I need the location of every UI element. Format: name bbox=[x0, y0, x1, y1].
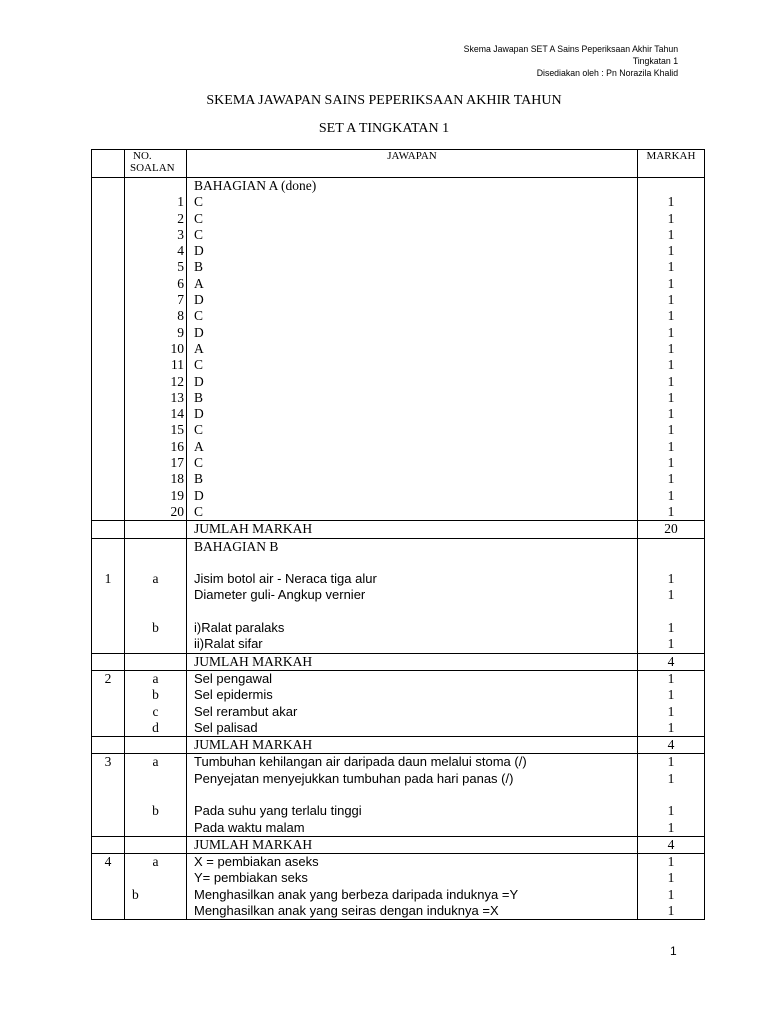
answer-line: C bbox=[194, 455, 204, 471]
section-a-numbers bbox=[125, 178, 187, 521]
question-number: 5 bbox=[177, 259, 184, 275]
mark-value: 1 bbox=[667, 854, 675, 870]
sub-question-label: b bbox=[152, 620, 159, 636]
mark-value: 1 bbox=[667, 292, 675, 308]
answer-table bbox=[91, 149, 705, 920]
total-label: JUMLAH MARKAH bbox=[194, 653, 313, 669]
question-number: 12 bbox=[170, 373, 184, 389]
question-1-total-row bbox=[92, 653, 705, 670]
mark-value: 1 bbox=[667, 324, 675, 340]
answer-line: B bbox=[194, 389, 204, 405]
header-no-line2: SOALAN bbox=[130, 162, 175, 174]
answer-line: D bbox=[194, 373, 204, 389]
mark-value: 1 bbox=[667, 194, 675, 210]
page-number: 1 bbox=[670, 944, 677, 958]
table-header-row bbox=[92, 150, 705, 178]
mark-value: 1 bbox=[667, 819, 675, 835]
answer-line: C bbox=[194, 194, 204, 210]
question-number: 18 bbox=[170, 471, 184, 487]
answer-line: Penyejatan menyejukkan tumbuhan pada hari panas (/) bbox=[194, 770, 514, 786]
mark-value: 1 bbox=[667, 389, 675, 405]
answer-line: D bbox=[194, 406, 204, 422]
answer-line: Pada suhu yang terlalu tinggi bbox=[194, 803, 362, 819]
mark-value: 1 bbox=[667, 487, 675, 503]
answer-line: Sel pengawal bbox=[194, 670, 273, 686]
mark-value: 1 bbox=[667, 770, 675, 786]
answer-line: B bbox=[194, 471, 204, 487]
mark-value: 1 bbox=[667, 308, 675, 324]
mark-value: 1 bbox=[667, 259, 675, 275]
sub-question-label: b bbox=[132, 886, 139, 902]
answer-line: Y= pembiakan seks bbox=[194, 870, 308, 886]
question-number: 19 bbox=[170, 487, 184, 503]
header-cell-markah: MARKAH bbox=[638, 150, 705, 178]
answer-line: C bbox=[194, 503, 204, 519]
mark-value: 1 bbox=[667, 243, 675, 259]
mark-value: 1 bbox=[667, 620, 675, 636]
question-number: 1 bbox=[177, 194, 184, 210]
mark-value: 1 bbox=[667, 587, 675, 603]
mark-value: 1 bbox=[667, 422, 675, 438]
question-number: 4 bbox=[104, 854, 112, 870]
answer-line: A bbox=[194, 438, 204, 454]
sub-question-label: b bbox=[152, 803, 159, 819]
mark-value: 1 bbox=[667, 373, 675, 389]
answer-line: Jisim botol air - Neraca tiga alur bbox=[194, 571, 377, 587]
mark-value: 1 bbox=[667, 670, 675, 686]
answer-line: C bbox=[194, 308, 204, 324]
question-number: 17 bbox=[170, 455, 184, 471]
mark-value: 1 bbox=[667, 687, 675, 703]
question-3-total-row bbox=[92, 836, 705, 853]
answer-line: Sel palisad bbox=[194, 719, 258, 735]
header-cell-jawapan: JAWAPAN bbox=[187, 150, 638, 178]
mark-value: 1 bbox=[667, 340, 675, 356]
mark-value: 1 bbox=[667, 210, 675, 226]
question-number: 2 bbox=[177, 210, 184, 226]
sub-question-label: a bbox=[152, 571, 159, 587]
mark-value: 1 bbox=[667, 571, 675, 587]
section-a-total-row bbox=[92, 521, 705, 538]
question-number: 1 bbox=[104, 571, 112, 587]
question-number: 20 bbox=[170, 503, 184, 519]
answer-line: C bbox=[194, 226, 204, 242]
mark-value: 1 bbox=[667, 636, 675, 652]
total-value: 4 bbox=[667, 836, 675, 852]
total-label: JUMLAH MARKAH bbox=[194, 521, 313, 537]
question-number: 3 bbox=[177, 226, 184, 242]
header-cell-blank bbox=[92, 150, 125, 178]
question-number: 4 bbox=[177, 243, 184, 259]
question-number: 2 bbox=[104, 670, 112, 686]
total-label: JUMLAH MARKAH bbox=[194, 836, 313, 852]
header-line-1: Skema Jawapan SET A Sains Peperiksaan Akhir Tahun bbox=[463, 44, 678, 55]
section-a-row bbox=[92, 178, 705, 521]
header-line-3: Disediakan oleh : Pn Norazila Khalid bbox=[536, 68, 678, 79]
question-4-row bbox=[92, 854, 705, 920]
page-subtitle: SET A TINGKATAN 1 bbox=[318, 121, 450, 136]
sub-question-label: a bbox=[152, 670, 159, 686]
total-value: 20 bbox=[664, 521, 678, 537]
mark-value: 1 bbox=[667, 703, 675, 719]
question-number: 15 bbox=[170, 422, 184, 438]
answer-line: D bbox=[194, 324, 204, 340]
answer-line: C bbox=[194, 210, 204, 226]
answer-line: i)Ralat paralaks bbox=[194, 620, 285, 636]
answer-line: Diameter guli- Angkup vernier bbox=[194, 587, 366, 603]
answer-line: ii)Ralat sifar bbox=[194, 636, 263, 652]
question-number: 10 bbox=[170, 340, 184, 356]
answer-line: A bbox=[194, 275, 204, 291]
answer-line: C bbox=[194, 357, 204, 373]
mark-value: 1 bbox=[667, 870, 675, 886]
mark-value: 1 bbox=[667, 357, 675, 373]
mark-value: 1 bbox=[667, 886, 675, 902]
section-a-marks bbox=[638, 178, 705, 521]
answer-line: D bbox=[194, 243, 204, 259]
header-no-line1: NO. bbox=[133, 150, 152, 162]
sub-question-label: d bbox=[152, 719, 159, 735]
question-number: 14 bbox=[170, 406, 184, 422]
sub-question-label: c bbox=[152, 703, 159, 719]
mark-value: 1 bbox=[667, 503, 675, 519]
question-2-total-row bbox=[92, 737, 705, 754]
section-a-answers bbox=[187, 178, 638, 521]
question-number: 13 bbox=[170, 389, 184, 405]
mark-value: 1 bbox=[667, 226, 675, 242]
total-value: 4 bbox=[667, 737, 675, 753]
answer-line: C bbox=[194, 422, 204, 438]
answer-line: D bbox=[194, 292, 204, 308]
mark-value: 1 bbox=[667, 754, 675, 770]
mark-value: 1 bbox=[667, 471, 675, 487]
mark-value: 1 bbox=[667, 438, 675, 454]
question-2-row bbox=[92, 670, 705, 736]
question-number: 6 bbox=[177, 275, 184, 291]
answer-line: A bbox=[194, 340, 204, 356]
question-number: 8 bbox=[177, 308, 184, 324]
answer-line: X = pembiakan aseks bbox=[194, 854, 319, 870]
answer-line: D bbox=[194, 487, 204, 503]
mark-value: 1 bbox=[667, 803, 675, 819]
total-label: JUMLAH MARKAH bbox=[194, 737, 313, 753]
question-number: 7 bbox=[177, 292, 184, 308]
answer-line: Pada waktu malam bbox=[194, 819, 305, 835]
document-header bbox=[464, 44, 678, 80]
answer-line: B bbox=[194, 259, 204, 275]
section-a-heading: BAHAGIAN A (done) bbox=[194, 178, 317, 193]
mark-value: 1 bbox=[667, 275, 675, 291]
answer-line: Menghasilkan anak yang seiras dengan induknya =X bbox=[194, 903, 499, 919]
mark-value: 1 bbox=[667, 903, 675, 919]
answer-line: Menghasilkan anak yang berbeza daripada induknya =Y bbox=[194, 886, 519, 902]
sub-question-label: b bbox=[152, 687, 159, 703]
mark-value: 1 bbox=[667, 406, 675, 422]
header-cell-no bbox=[125, 150, 187, 178]
total-value: 4 bbox=[667, 653, 675, 669]
sub-question-label: a bbox=[152, 754, 159, 770]
answer-line: Tumbuhan kehilangan air daripada daun melalui stoma (/) bbox=[194, 754, 527, 770]
mark-value: 1 bbox=[667, 455, 675, 471]
question-number: 9 bbox=[177, 324, 184, 340]
question-number: 3 bbox=[104, 754, 112, 770]
question-number: 16 bbox=[170, 438, 184, 454]
answer-line: Sel rerambut akar bbox=[194, 703, 298, 719]
section-b-heading: BAHAGIAN B bbox=[194, 538, 279, 554]
question-3-row bbox=[92, 754, 705, 836]
question-1-row bbox=[92, 538, 705, 653]
question-number: 11 bbox=[171, 357, 184, 373]
sub-question-label: a bbox=[152, 854, 159, 870]
header-line-2: Tingkatan 1 bbox=[632, 56, 678, 67]
page-title: SKEMA JAWAPAN SAINS PEPERIKSAAN AKHIR TAHUN bbox=[206, 93, 562, 108]
mark-value: 1 bbox=[667, 719, 675, 735]
answer-line: Sel epidermis bbox=[194, 687, 273, 703]
